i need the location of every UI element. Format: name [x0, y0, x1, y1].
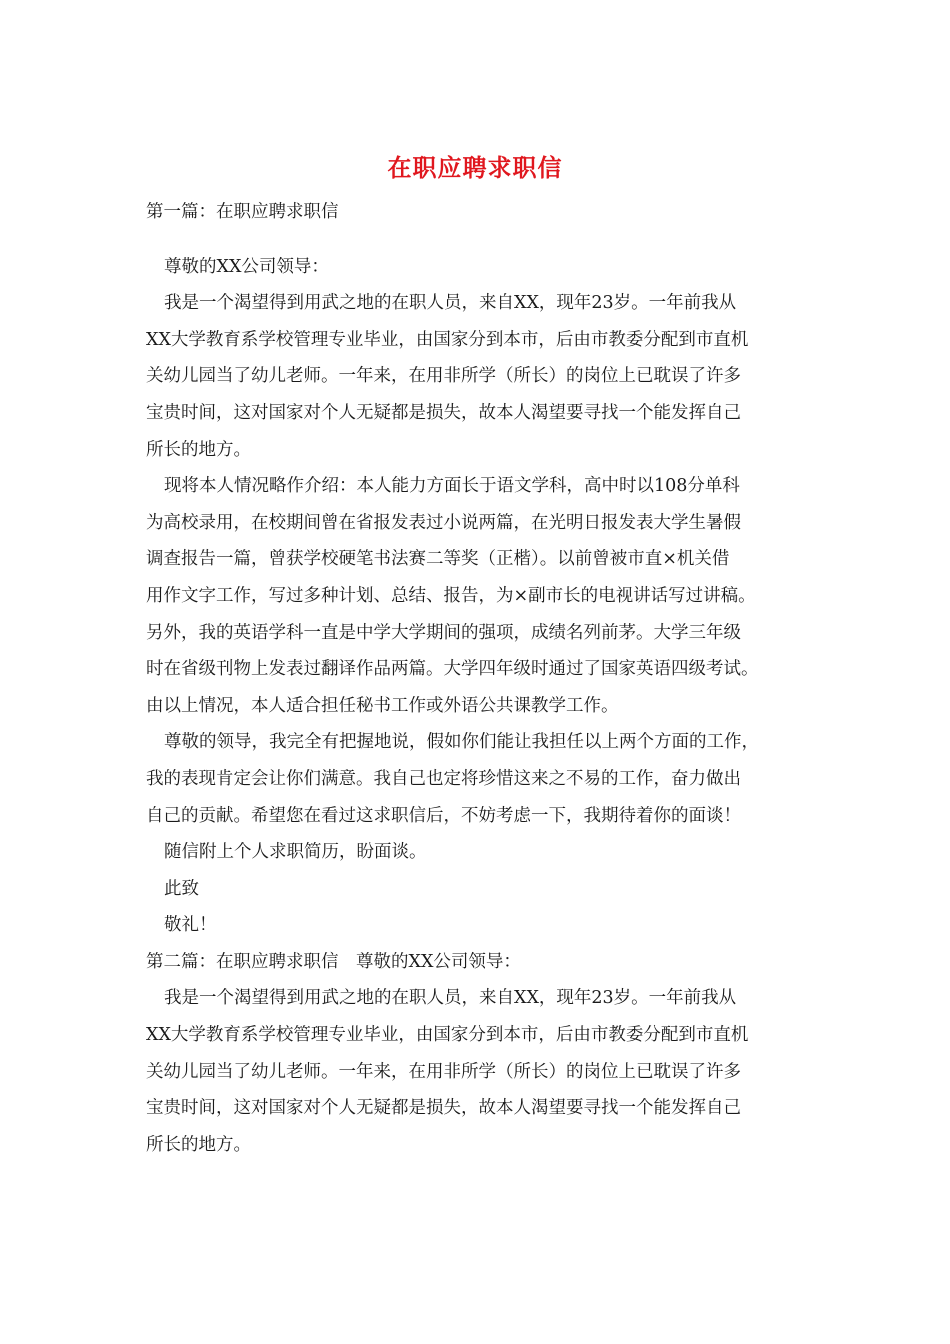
paragraph-line: 我的表现肯定会让你们满意。我自己也定将珍惜这来之不易的工作，奋力做出: [146, 768, 741, 789]
paragraph-line: 用作文字工作，写过多种计划、总结、报告，为×副市长的电视讲话写过讲稿。: [146, 585, 756, 606]
paragraph-line: 尊敬的领导，我完全有把握地说，假如你们能让我担任以上两个方面的工作，: [164, 732, 759, 753]
paragraph-line: 时在省级刊物上发表过翻译作品两篇。大学四年级时通过了国家英语四级考试。: [146, 659, 759, 680]
paragraph-line: 所长的地方。: [146, 439, 251, 460]
paragraph-line: XX大学教育系学校管理专业毕业，由国家分到本市，后由市教委分配到市直机: [146, 1025, 749, 1046]
paragraph-line: 所长的地方。: [146, 1134, 251, 1155]
paragraph-line: 为高校录用，在校期间曾在省报发表过小说两篇，在光明日报发表大学生暑假: [146, 512, 741, 533]
paragraph-line: 关幼儿园当了幼儿老师。一年来，在用非所学（所长）的岗位上已耽误了许多: [146, 1061, 741, 1082]
paragraph-line: 调查报告一篇，曾获学校硬笔书法赛二等奖（正楷）。以前曾被市直×机关借: [146, 549, 730, 570]
paragraph-line: 宝贵时间，这对国家对个人无疑都是损失，故本人渴望要寻找一个能发挥自己: [146, 1098, 741, 1119]
paragraph-line: 自己的贡献。希望您在看过这求职信后，不妨考虑一下，我期待着你的面谈！: [146, 805, 741, 826]
document-title: 在职应聘求职信: [387, 153, 563, 182]
paragraph-line: 另外，我的英语学科一直是中学大学期间的强项，成绩名列前茅。大学三年级: [146, 622, 741, 643]
closing-line: 敬礼！: [164, 915, 217, 936]
document-body: [146, 194, 814, 1163]
paragraph-line: 关幼儿园当了幼儿老师。一年来，在用非所学（所长）的岗位上已耽误了许多: [146, 366, 741, 387]
paragraph-line: 我是一个渴望得到用武之地的在职人员，来自XX，现年23岁。一年前我从: [164, 988, 737, 1009]
salutation: 尊敬的XX公司领导：: [164, 256, 329, 277]
paragraph-line: 我是一个渴望得到用武之地的在职人员，来自XX，现年23岁。一年前我从: [164, 293, 737, 314]
section-heading-1: 第一篇：在职应聘求职信: [146, 202, 339, 222]
paragraph-line: 宝贵时间，这对国家对个人无疑都是损失，故本人渴望要寻找一个能发挥自己: [146, 402, 741, 423]
paragraph-line: 现将本人情况略作介绍：本人能力方面长于语文学科，高中时以108分单科: [164, 476, 740, 497]
closing-line: 此致: [164, 878, 199, 899]
section-heading-2: 第二篇：在职应聘求职信 尊敬的XX公司领导：: [146, 951, 521, 972]
paragraph-line: 随信附上个人求职简历，盼面谈。: [164, 842, 427, 863]
blank-line: [146, 231, 814, 249]
paragraph-line: XX大学教育系学校管理专业毕业，由国家分到本市，后由市教委分配到市直机: [146, 329, 749, 350]
paragraph-line: 由以上情况，本人适合担任秘书工作或外语公共课教学工作。: [146, 695, 619, 716]
